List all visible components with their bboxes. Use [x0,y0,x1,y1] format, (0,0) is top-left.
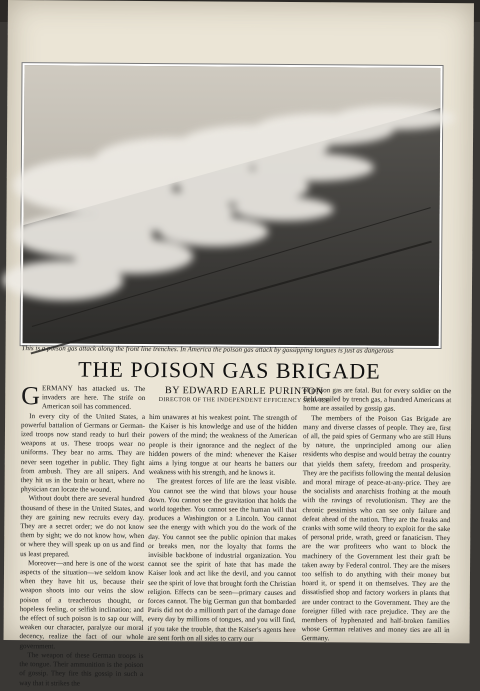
byline-author: BY EDWARD EARLE PURINTON [165,385,324,398]
gas-attack-photo [23,65,441,346]
paragraph: of poison gas are fatal. But for every soldier on the field assailed by trench gas, a hundred Americans at home are assailed by gossip gas. [303,386,452,414]
magazine-page [4,0,474,688]
photo-frame [20,62,444,349]
gas-attack-image [23,65,441,346]
paragraph: him unawares at his weakest point. The strength of the Kaiser is his knowledge and use of the hidden powers of the mind; the weakness of the American people is their ignorance and the neglect of the hidden powers of the mind: whenever the Kaiser aims a lying tongue at our hearts he batters our weakness with his strength, and he knows it. [148,412,298,478]
byline-role: DIRECTOR OF THE INDEPENDENT EFFICIENCY SERVICE [158,397,330,405]
article-column-1 [19,381,146,689]
photo-caption: This is a poison gas attack along the front line trenches. In America the poison gas attack by gossipping tongues is just as dangerous [21,344,394,355]
paragraph: Without doubt there are several hundred thousand of these in the United States, and they are gaining new recruits every day. They are a secret order; we do not know them by sight; we do not know how, when or where they will speak up on us and find us least prepared. [20,494,145,559]
article-column-3 [302,386,452,645]
paragraph: The greatest forces of life are the least visible. You cannot see the wind that blows your house down. You cannot see the gravitation that holds the world together. You cannot see the human will that produces a Washington or a Lincoln. You cannot see the energy with which you do the work of the day. You cannot see the public opinion that makes or breaks men, nor the loyalty that forms the invisible backbone of industrial organization. You cannot see the spirit of hate that has made the Kaiser look and act like the devil, and you cannot see the spirit of love that brought forth the Christian religion. Effects can be seen—primary causes and forces cannot. The big German gun that bombarded Paris did not do a millionth part of the damage done every day by millions of tongues, and you will find, if you take the trouble, that the Kaiser's agents here are sent forth on all sides to carry our [147,477,297,643]
article-title: THE POISON GAS BRIGADE [78,356,381,384]
paragraph: The weapon of these German troops is the tongue. Their ammunition is the poison of gossip. They fire this gossip in such a way that it strikes the [19,651,144,688]
paragraph: Moreover—and here is one of the worst aspects of the situation—we seldom know when they have hit us, because their weapon shoots into our veins the slow poison of a treacherous thought, or hopeless feeling, or selfish inclination; and the effect of such poison is to sap our will, weaken our character, paralyze our moral decency, realize the fact of our whole government. [19,559,145,651]
paragraph: In every city of the United States, a powerful battalion of Germans or German-ized troops now stand ready to hurl their weapons at us. These troops wear no uniforms. They bear no arms. They are never seen together in public. They fight from ambush. They are all snipers. And they hit us in the brain or heart, where no physician can locate the wound. [20,411,146,494]
paragraph-text: ERMANY has attacked us. The invaders are here. The strife on American soil has commenced. [41,384,146,412]
paragraph [21,381,146,412]
drop-cap: G [21,381,41,411]
paragraph: The members of the Poison Gas Brigade are many and diverse classes of people. They are, first of all, the paid spies of Germany who are still Huns by nature, the unprincipled among our alien residents who despise and would betray the country that yields them safety, freedom and prosperity. They are the pacifists following the mental delusion and moral mirage of peace-at-any-price. They are the socialists and anarchists frothing at the mouth with the ravings of revolutionism. They are the chronic pessimists who can see only failure and defeat ahead of the nation. They are the freaks and cranks with some wild theory to exploit for the sake of personal pride, wrath, greed or fanaticism. They are the war profiteers who want to block the machinery of the Government lest their graft be taken away by Federal control. They are the misers too selfish to do anything with their money but hoard it, or spend it on themselves. They are the dissatisfied shop and factory workers in plants that are under contract to the Government. They are the foreigner filled with race prejudice. They are the members of hyphenated and half-broken families whose German relatives and money ties are all in Germany. [301,413,452,643]
article-column-2 [148,413,298,644]
